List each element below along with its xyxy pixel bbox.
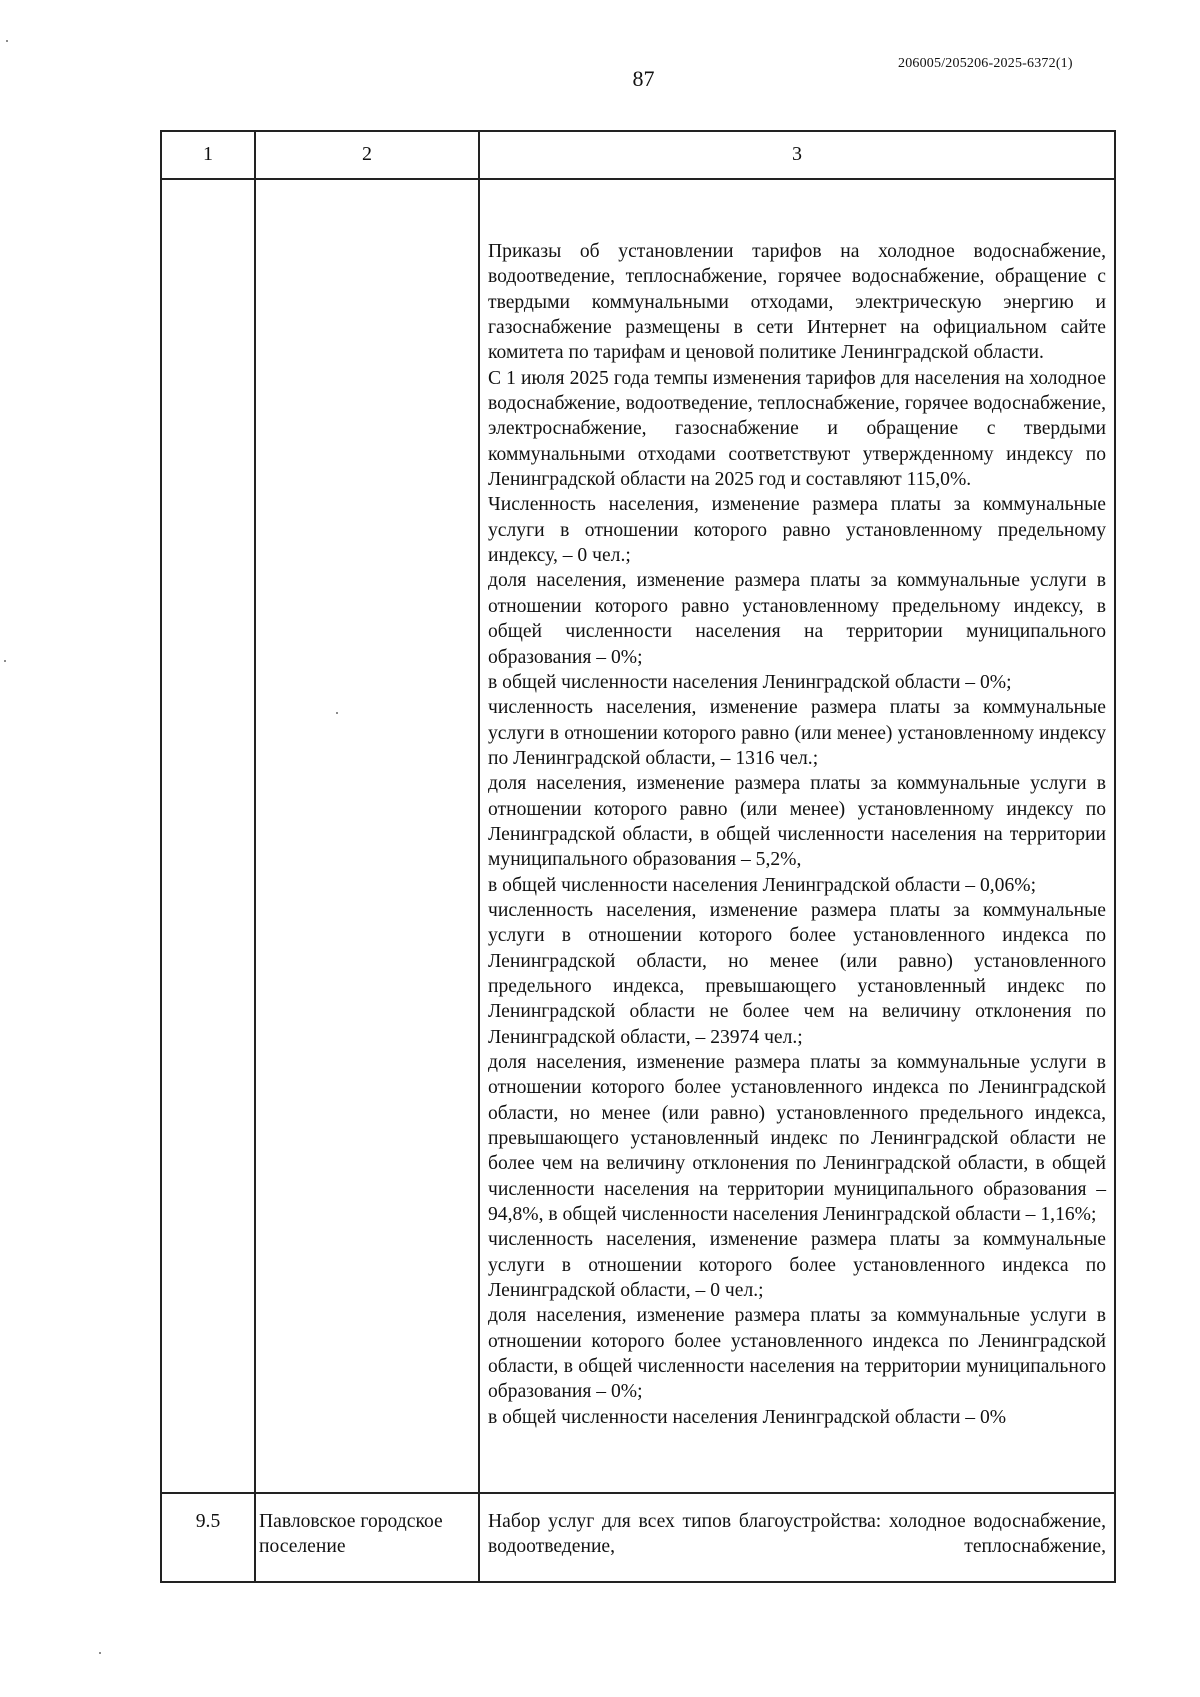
paragraph: доля населения, изменение размера платы за коммунальные услуги в отношении которого более установленного индекса по Ленинградской области, но менее (или равно) установленного предельного индекса, превышающего установленный индекс по Ленинградской области не более чем на величину отклонения по Ленинградской области, в общей численности населения на территории муниципального образования – 94,8%, в общей численности населения Ленинградской области – 1,16%; — [488, 1052, 1106, 1226]
paragraph: доля населения, изменение размера платы за коммунальные услуги в отношении которого равно установленному предельному индексу, в общей численности населения на территории муниципального образования – 0%; — [488, 570, 1106, 668]
scan-speck — [6, 40, 8, 42]
paragraph: Приказы об установлении тарифов на холодное водоснабжение, водоотведение, теплоснабжение, горячее водоснабжение, обращение с твердыми коммунальными отходами, электрическую энергию и газоснабжение размещены в сети Интернет на официальном сайте комитета по тарифам и ценовой политике Ленинградской области. — [488, 241, 1106, 364]
column-number-3: 3 — [479, 131, 1115, 179]
row-number-cell: 9.5 — [161, 1493, 255, 1582]
page-number: 87 — [632, 66, 655, 91]
row-name-cell: Павловское городское поселение — [255, 1493, 479, 1582]
paragraph: Численность населения, изменение размера платы за коммунальные услуги в отношении которого равно установленному предельному индексу, – 0 чел.; — [488, 494, 1106, 567]
row-number-cell — [161, 179, 255, 1493]
table-row — [161, 1493, 1115, 1582]
column-number-1: 1 — [161, 131, 255, 179]
row-description-cell — [479, 179, 1115, 1493]
paragraph: в общей численности населения Ленинградской области – 0%; — [488, 671, 1012, 693]
paragraph: доля населения, изменение размера платы за коммунальные услуги в отношении которого более установленного индекса по Ленинградской области, в общей численности населения на территории муниципального образования – 0%; — [488, 1305, 1106, 1403]
paragraph: численность населения, изменение размера платы за коммунальные услуги в отношении которого более установленного индекса по Ленинградской области, но менее (или равно) установленного предельного индекса, превышающего установленный индекс по Ленинградской области не более чем на величину отклонения по Ленинградской области, – 23974 чел.; — [488, 899, 1106, 1048]
paragraph: С 1 июля 2025 года темпы изменения тарифов для населения на холодное водоснабжение, водоотведение, теплоснабжение, горячее водоснабжение, электроснабжение, газоснабжение и обращение с твердыми коммунальными отходами соответствуют утвержденному индексу по Ленинградской области на 2025 год и составляют 115,0%. — [488, 367, 1106, 491]
row-name-cell — [255, 179, 479, 1493]
paragraph: доля населения, изменение размера платы за коммунальные услуги в отношении которого равно (или менее) установленному индексу по Ленинградской области, в общей численности населения на территории муниципального образования – 5,2%, — [488, 773, 1106, 871]
column-number-2: 2 — [255, 131, 479, 179]
paragraph: в общей численности населения Ленинградской области – 0,06%; — [488, 874, 1037, 896]
scan-speck — [4, 660, 6, 662]
row-description-cell: Набор услуг для всех типов благоустройства: холодное водоснабжение, водоотведение, теплоснабжение, — [479, 1493, 1115, 1582]
table-row — [161, 179, 1115, 1493]
paragraph: численность населения, изменение размера платы за коммунальные услуги в отношении которого равно (или менее) установленному индексу по Ленинградской области, – 1316 чел.; — [488, 697, 1106, 769]
paragraph: в общей численности населения Ленинградской области – 0% — [488, 1406, 1007, 1428]
scan-speck — [336, 712, 338, 714]
document-id: 206005/205206-2025-6372(1) — [898, 56, 1073, 71]
column-number-row — [161, 131, 1115, 179]
paragraph: численность населения, изменение размера платы за коммунальные услуги в отношении которого более установленного индекса по Ленинградской области, – 0 чел.; — [488, 1229, 1106, 1302]
tariff-table — [160, 130, 1116, 1583]
scan-speck — [99, 1652, 101, 1654]
